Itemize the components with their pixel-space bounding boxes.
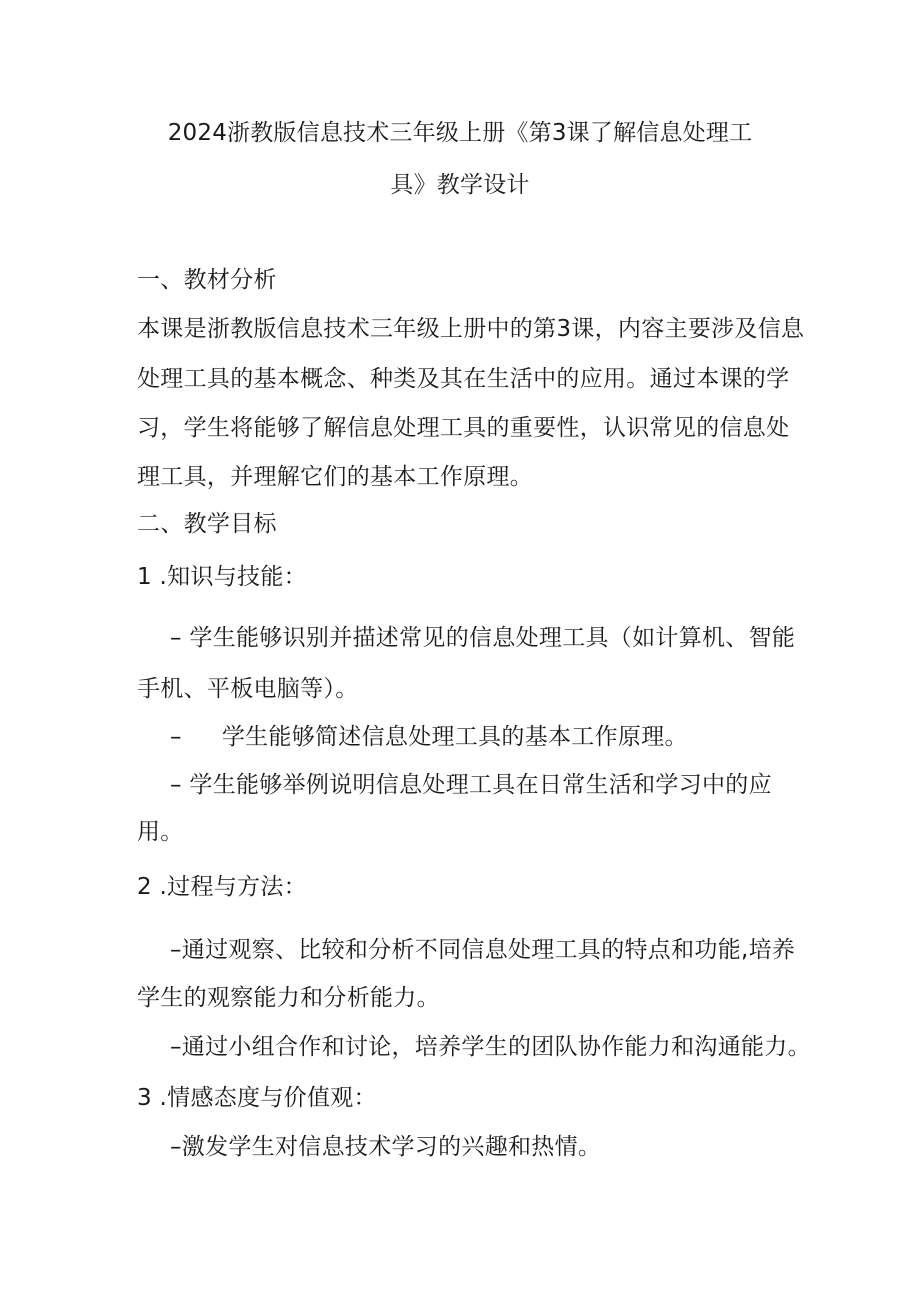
goal-item-line: –通过观察、比较和分析不同信息处理工具的特点和功能,培养: [170, 937, 796, 963]
goal-heading-attitude: 3 .情感态度与价值观：: [137, 1085, 377, 1111]
goal-item-line: 手机、平板电脑等）。: [137, 676, 359, 702]
paragraph-line: 习，学生将能够了解信息处理工具的重要性，认识常见的信息处: [137, 415, 790, 441]
goal-item-line: – 学生能够识别并描述常见的信息处理工具（如计算机、智能: [170, 625, 796, 651]
goal-heading-knowledge: 1 .知识与技能：: [137, 564, 307, 590]
goal-item-line: – 学生能够举例说明信息处理工具在日常生活和学习中的应: [170, 772, 772, 798]
goal-item-text: 学生能够简述信息处理工具的基本工作原理。: [221, 724, 688, 750]
doc-title-line-2: 具》教学设计: [390, 172, 530, 198]
paragraph-line: 本课是浙教版信息技术三年级上册中的第3课，内容主要涉及信息: [137, 316, 805, 342]
goal-item-line: 用。: [137, 819, 184, 845]
goal-item-line: 学生的观察能力和分析能力。: [137, 985, 440, 1011]
section-heading-analysis: 一、教材分析: [137, 267, 277, 293]
paragraph-line: 理工具，并理解它们的基本工作原理。: [137, 464, 534, 490]
dash-mark: –: [170, 724, 182, 750]
paragraph-line: 处理工具的基本概念、种类及其在生活中的应用。通过本课的学: [137, 366, 790, 392]
doc-title-line-1: 2024浙教版信息技术三年级上册《第3课了解信息处理工: [167, 120, 753, 146]
section-heading-goals: 二、教学目标: [137, 511, 277, 537]
goal-item-line: –通过小组合作和讨论，培养学生的团队协作能力和沟通能力。: [170, 1034, 811, 1060]
goal-item-line: –激发学生对信息技术学习的兴趣和热情。: [170, 1134, 602, 1160]
goal-heading-process: 2 .过程与方法：: [137, 874, 307, 900]
goal-item-dash-line: [170, 722, 688, 752]
